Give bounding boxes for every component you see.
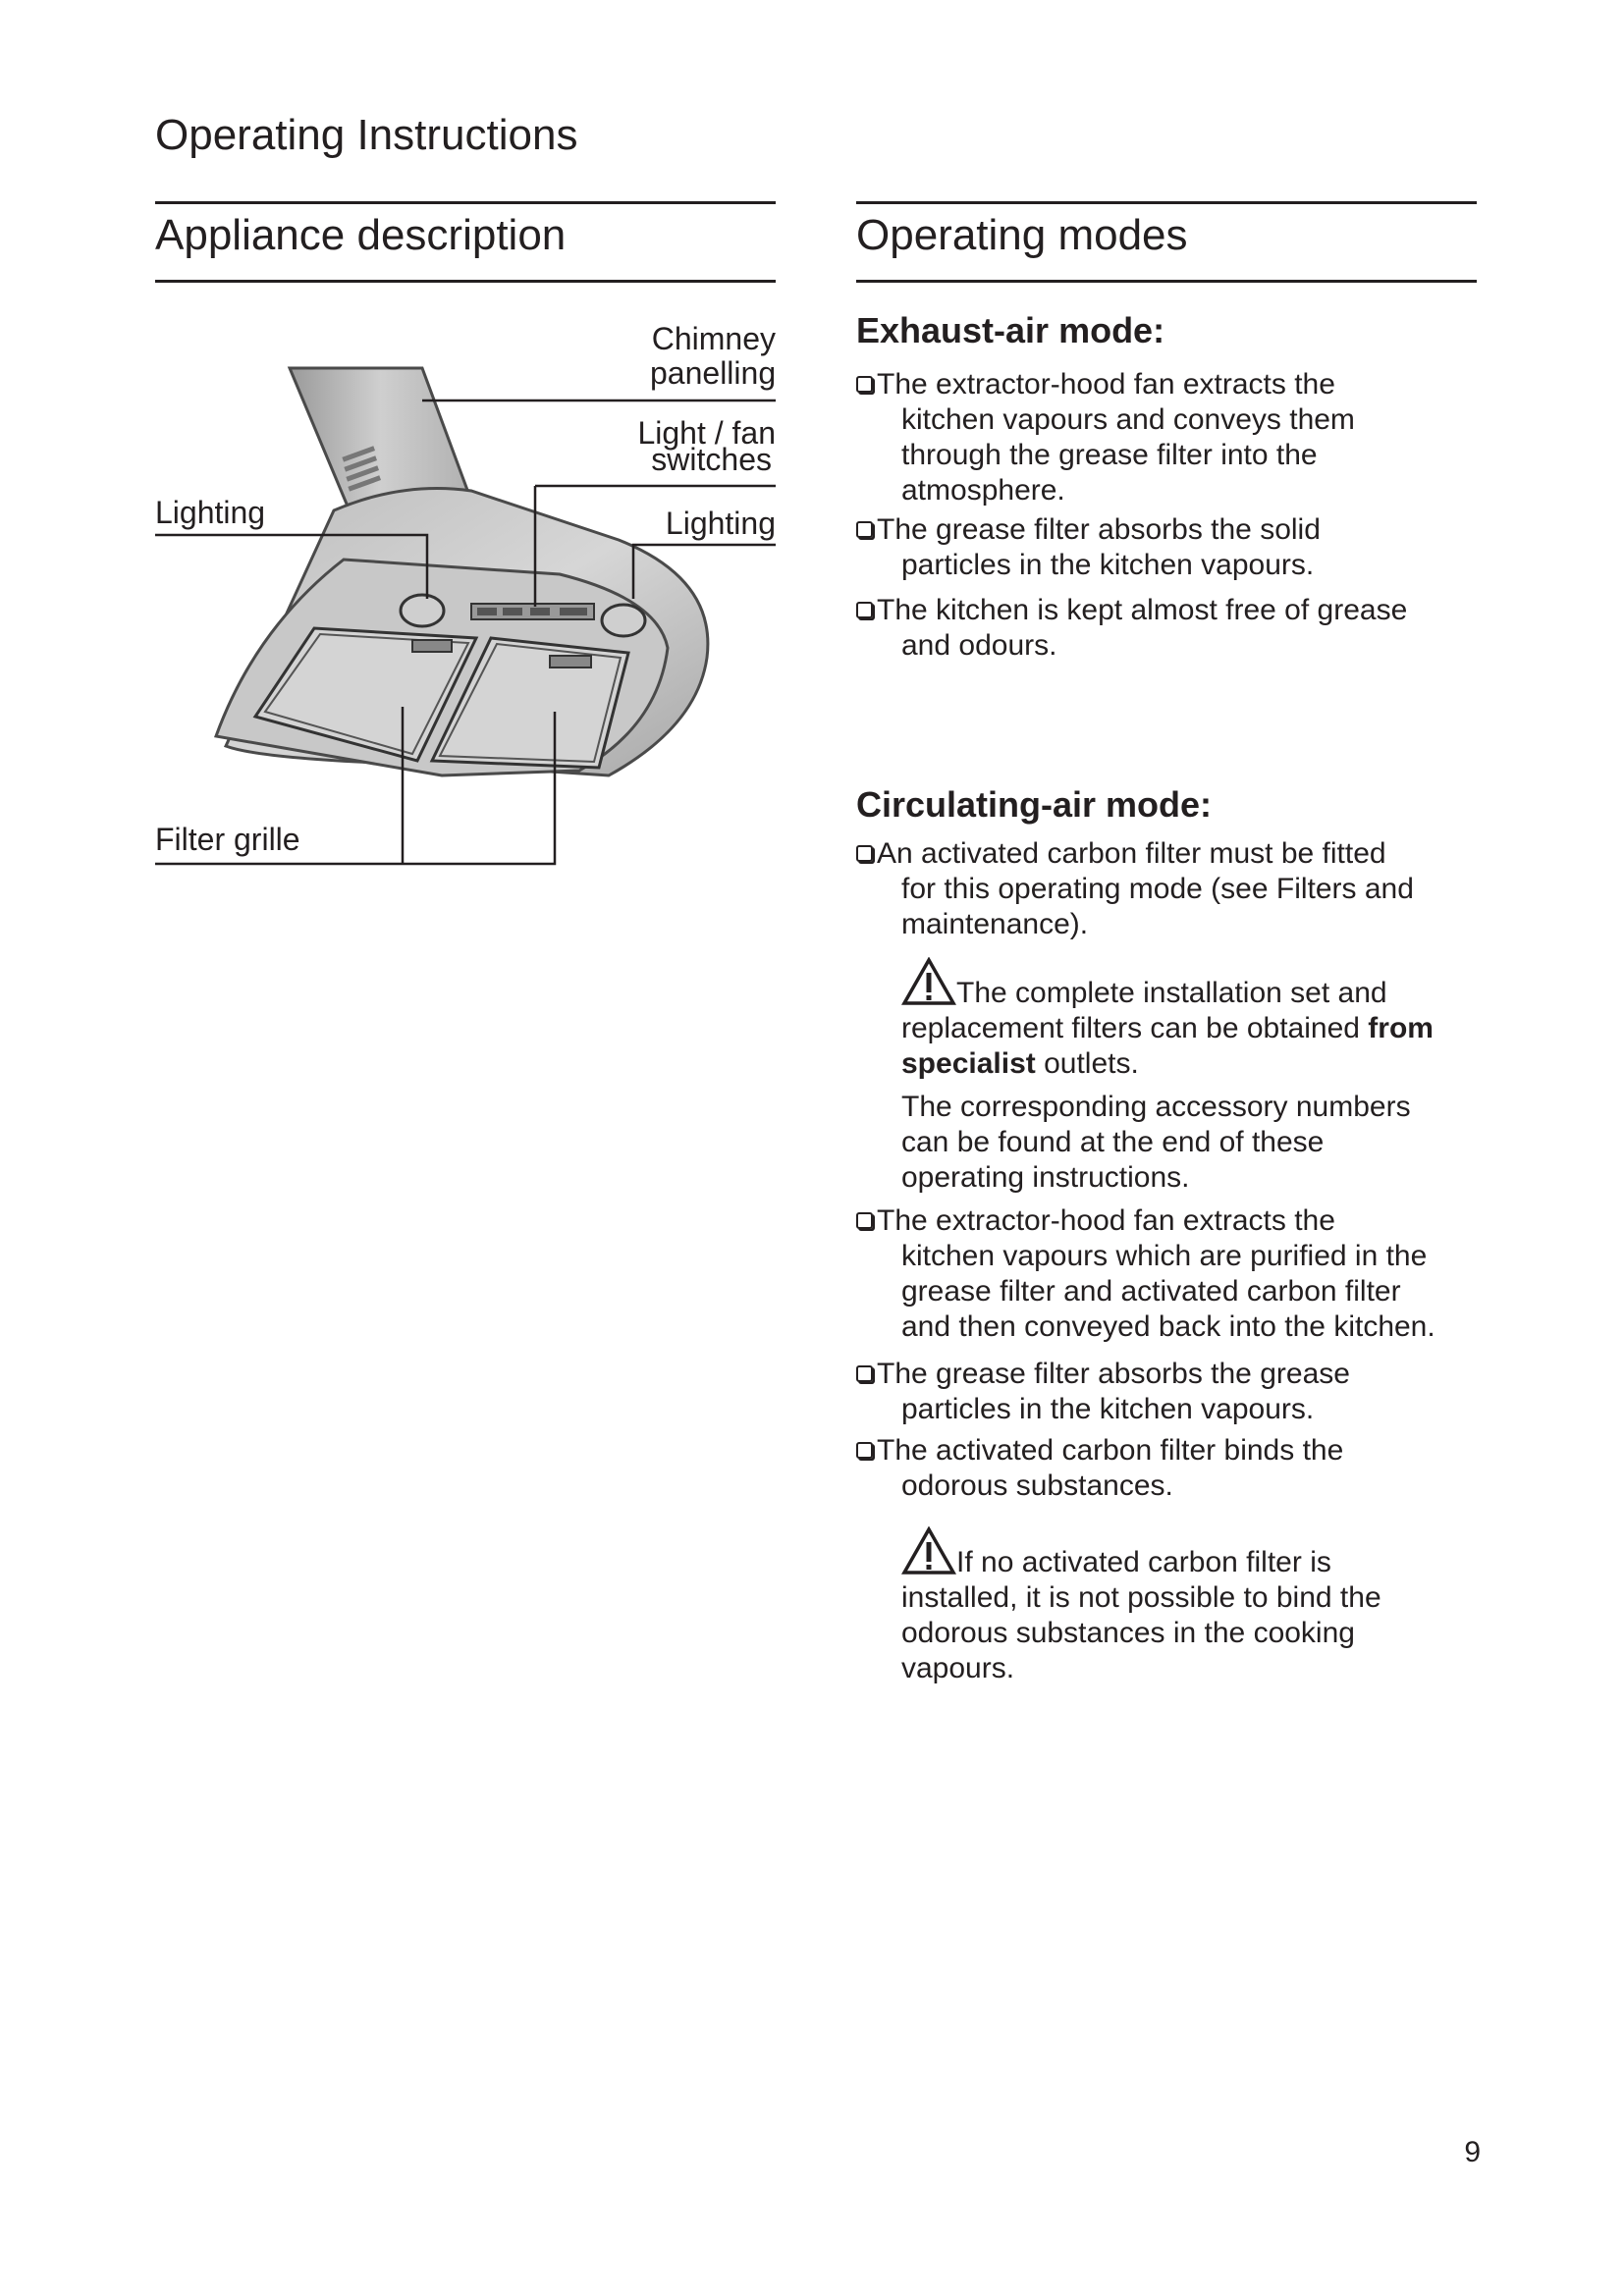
- switches-label-line1: Light / fan: [637, 415, 776, 451]
- checkbox-bullet-icon: [856, 1442, 873, 1459]
- right-heading-bottom-rule: [856, 280, 1477, 283]
- note-no-carbon-filter: If no activated carbon filter is installed, it is not possible to bind the odorous substances in the cooking vapours.: [901, 1526, 1490, 1686]
- list-item: The extractor-hood fan extracts the kitchen vapours and conveys them through the grease filter into the atmosphere.: [856, 367, 1494, 508]
- lighting-right-label: Lighting: [665, 506, 776, 541]
- list-item: The grease filter absorbs the grease particles in the kitchen vapours.: [856, 1357, 1494, 1427]
- light-fan-switches-label: [619, 415, 776, 478]
- lighting-left-label: Lighting: [155, 495, 266, 530]
- exhaust-air-mode-heading: Exhaust-air mode:: [856, 310, 1165, 350]
- list-item: The grease filter absorbs the solid particles in the kitchen vapours.: [856, 512, 1494, 583]
- list-item: The activated carbon filter binds the odorous substances.: [856, 1433, 1494, 1504]
- checkbox-bullet-icon: [856, 602, 873, 618]
- warning-icon: [901, 1526, 956, 1575]
- checkbox-bullet-icon: [856, 845, 873, 862]
- left-heading-top-rule: [155, 201, 776, 204]
- checkbox-bullet-icon: [856, 376, 873, 393]
- warning-icon: [901, 957, 956, 1006]
- chimney-panelling-label: [650, 322, 776, 391]
- page-number: 9: [1464, 2136, 1481, 2168]
- list-item: The kitchen is kept almost free of grease and odours.: [856, 593, 1494, 664]
- left-heading-bottom-rule: [155, 280, 776, 283]
- note-accessory-numbers: The corresponding accessory numbers can be found at the end of these operating instructions.: [901, 1091, 1411, 1194]
- circulating-air-mode-heading: Circulating-air mode:: [856, 784, 1213, 825]
- lighting-left-lamp: [401, 595, 444, 626]
- page-title: Operating Instructions: [155, 111, 578, 159]
- note-installation-set: The complete installation set and replacement filters can be obtained from specialist outlets.: [901, 957, 1490, 1082]
- filter-grille-label: Filter grille: [155, 822, 300, 857]
- list-item: An activated carbon filter must be fitted for this operating mode (see Filters and maintenance).: [856, 836, 1494, 942]
- list-item: The extractor-hood fan extracts the kitchen vapours which are purified in the grease filter and activated carbon filter and then conveyed back into the kitchen.: [856, 1203, 1494, 1345]
- switches-label-line2: switches: [651, 442, 772, 478]
- operating-modes-heading: Operating modes: [856, 211, 1188, 259]
- appliance-description-heading: Appliance description: [155, 211, 567, 259]
- cooker-hood-illustration: [147, 314, 785, 883]
- checkbox-bullet-icon: [856, 1365, 873, 1382]
- lighting-right-lamp: [602, 605, 645, 636]
- checkbox-bullet-icon: [856, 1212, 873, 1229]
- right-heading-top-rule: [856, 201, 1477, 204]
- checkbox-bullet-icon: [856, 521, 873, 538]
- chimney-label-line1: Chimney: [651, 321, 776, 356]
- chimney-label-line2: panelling: [650, 355, 777, 392]
